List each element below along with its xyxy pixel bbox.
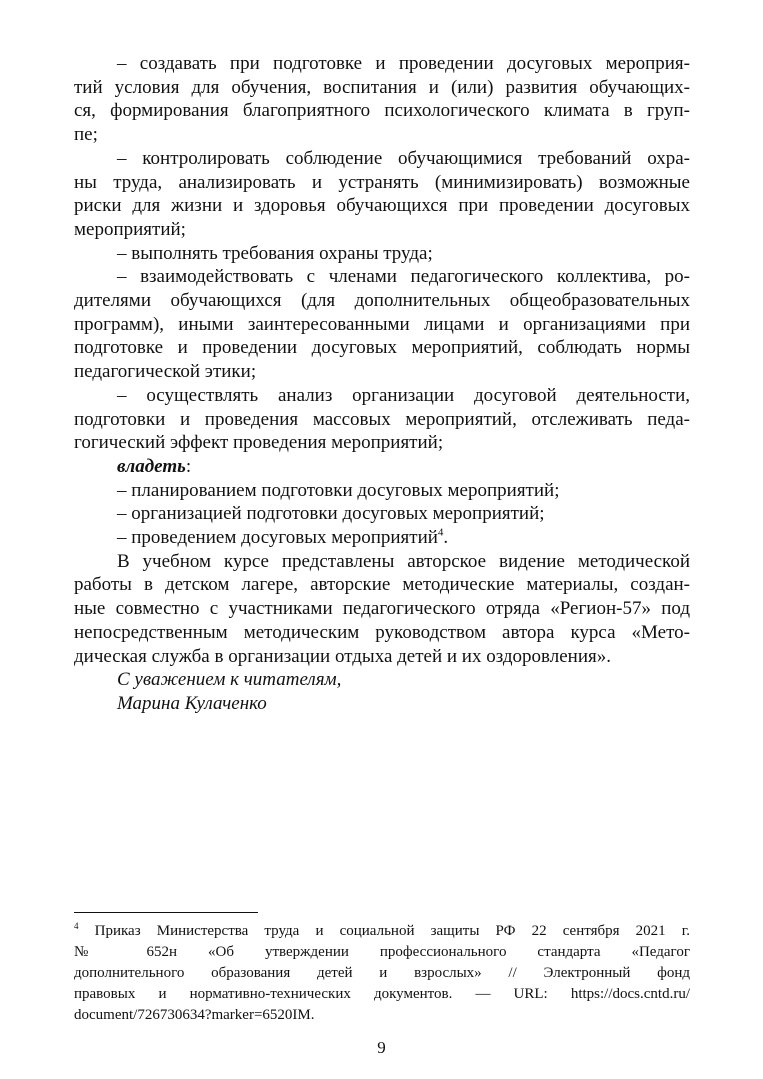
footnote-divider <box>74 912 258 913</box>
text-line: работы в детском лагере, авторские методические материалы, создан- <box>74 574 690 596</box>
text-line: – взаимодействовать с членами педагогического коллектива, ро- <box>117 266 690 288</box>
text-line: – планированием подготовки досуговых мероприятий; <box>117 479 560 501</box>
section-heading <box>74 455 690 479</box>
text-line: – создавать при подготовке и проведении досуговых мероприя- <box>117 53 690 74</box>
footnote <box>74 921 690 1026</box>
text-line: подготовке и проведении досуговых мероприятий, соблюдать нормы <box>74 337 690 359</box>
footnote-line: № 652н «Об утверждении профессионального стандарта «Педагог <box>74 944 690 960</box>
footnote-line: $^4$ Приказ Министерства труда и социальной защиты РФ 22 сентября 2021 г. <box>74 921 690 939</box>
text-line: – выполнять требования охраны труда; <box>117 242 433 264</box>
text-line: – контролировать соблюдение обучающимися требований охра- <box>117 147 690 169</box>
text-line: дителями обучающихся (для дополнительных общеобразовательных <box>74 290 690 312</box>
footnote-reference: 4 <box>437 526 444 539</box>
footnote-line: document/726730634?marker=6520IM. <box>74 1007 315 1023</box>
page-number: 9 <box>377 1038 386 1057</box>
text-line: – организацией подготовки досуговых мероприятий; <box>117 503 545 525</box>
text-line-with-footnote-ref: – проведением досуговых мероприятий$^4$. <box>117 526 449 549</box>
author-signature: Марина Кулаченко <box>117 692 267 714</box>
closing-greeting: С уважением к читателям, <box>117 669 342 691</box>
footnote-line: дополнительного образования детей и взрослых» // Электронный фонд <box>74 965 690 981</box>
text-line: риски для жизни и здоровья обучающихся при проведении досуговых <box>74 195 690 217</box>
heading-term: владеть <box>117 455 186 477</box>
text-line: педагогической этики; <box>74 361 257 383</box>
page-body <box>74 52 690 716</box>
text-line: дическая служба в организации отдыха детей и их оздоровления». <box>74 645 612 667</box>
text-line: В учебном курсе представлены авторское видение методической <box>117 550 690 572</box>
text-line: непосредственным методическим руководством автора курса «Мето- <box>74 621 690 643</box>
text-line: мероприятий; <box>74 218 186 240</box>
footnote-line: правовых и нормативно-технических документов. — URL: https://docs.cntd.ru/ <box>74 986 690 1002</box>
text-line: тий условия для обучения, воспитания и (или) развития обучающих- <box>74 76 690 98</box>
heading-colon: : <box>185 455 192 477</box>
text-line: ся, формирования благоприятного психологического климата в груп- <box>74 100 690 122</box>
text-line: гогический эффект проведения мероприятий; <box>74 432 444 454</box>
text-line: подготовки и проведения массовых мероприятий, отслеживать педа- <box>74 408 690 430</box>
text-line: – осуществлять анализ организации досуговой деятельности, <box>117 384 690 406</box>
text-line: ные совместно с участниками педагогического отряда «Регион-57» под <box>74 598 690 620</box>
footnote-marker: 4 <box>74 921 79 931</box>
text-line: пе; <box>74 124 98 146</box>
text-line: ны труда, анализировать и устранять (минимизировать) возможные <box>74 171 690 193</box>
text-line: программ), иными заинтересованными лицами и организациями при <box>74 313 690 335</box>
